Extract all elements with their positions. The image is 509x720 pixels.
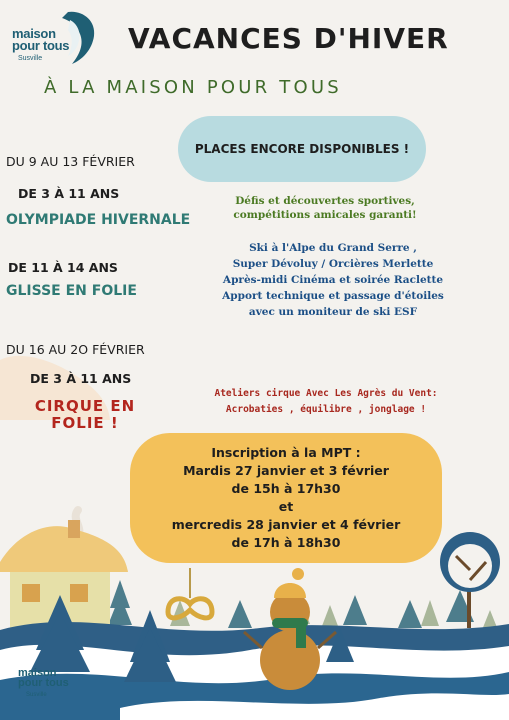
logo-place: Susville [18, 55, 43, 62]
logo-text: maison pour tous [12, 26, 70, 53]
period1-group1-age: DE 3 À 11 ANS [18, 186, 120, 201]
page-title: VACANCES D'HIVER [128, 22, 449, 55]
period2-group1-description: Ateliers cirque Avec Les Agrès du Vent: Acrobaties , équilibre , jonglage ! [214, 388, 438, 415]
registration-line: mercredis 28 janvier et 4 février [171, 517, 401, 532]
registration-box [130, 433, 442, 563]
registration-line: Inscription à la MPT : [211, 445, 361, 460]
period1-group2-description: Ski à l'Alpe du Grand Serre , Super Dévoluy / Orcières Merlette Après-midi Cinéma et soirée Raclette Apport technique et passage d'étoiles avec un moniteur de ski ESF [222, 242, 444, 318]
period1-group1-description: Défis et découvertes sportives, compétitions amicales garanti! [233, 195, 417, 221]
period2-group1-age: DE 3 À 11 ANS [30, 371, 132, 386]
registration-line: et [278, 499, 294, 514]
period2-group1-activity: CIRQUE EN FOLIE ! [34, 397, 136, 432]
period1-group2-age: DE 11 À 14 ANS [8, 260, 118, 275]
period1-group2-activity: GLISSE EN FOLIE [6, 283, 137, 299]
page-subtitle: À LA MAISON POUR TOUS [44, 77, 342, 98]
footer-logo: maison pour tous [18, 667, 69, 689]
registration-line: de 17h à 18h30 [231, 535, 341, 550]
footer-logo-place: Susville [26, 692, 47, 698]
period1-group1-activity: OLYMPIADE HIVERNALE [6, 212, 191, 228]
period2-dates: DU 16 AU 2O FÉVRIER [6, 342, 145, 357]
period1-dates: DU 9 AU 13 FÉVRIER [6, 154, 135, 169]
availability-badge: PLACES ENCORE DISPONIBLES ! [178, 116, 426, 182]
registration-line: Mardis 27 janvier et 3 février [183, 463, 389, 478]
registration-line: de 15h à 17h30 [231, 481, 341, 496]
